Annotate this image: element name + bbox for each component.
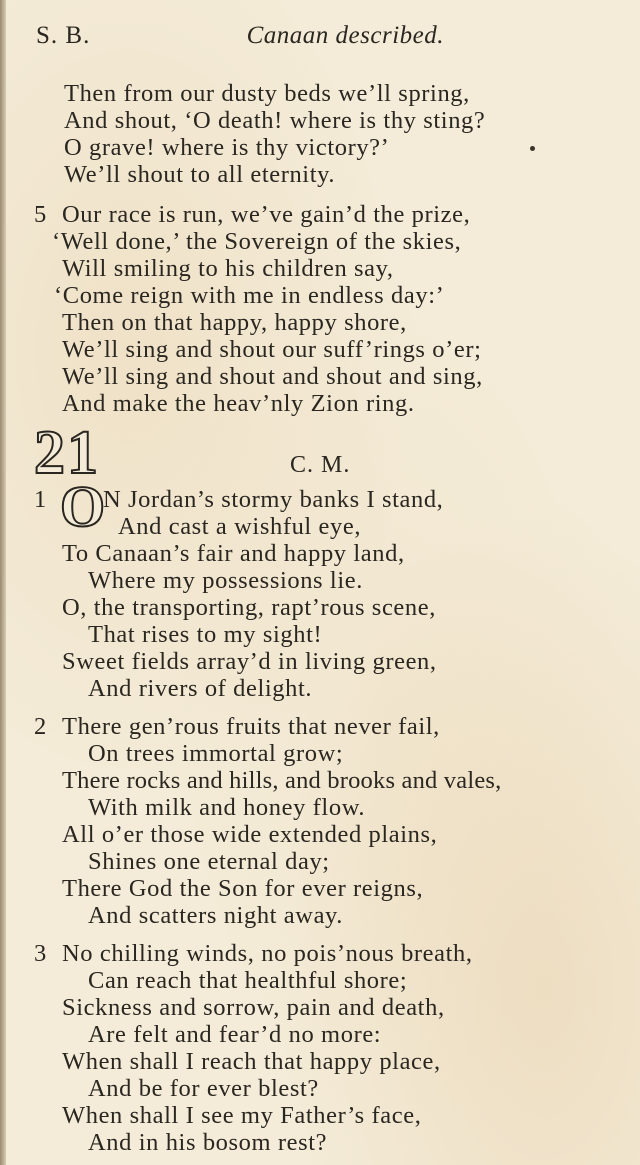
drop-cap: O (60, 474, 106, 539)
verse-line: Are felt and fear’d no more: (88, 1021, 382, 1048)
verse-line: When shall I reach that happy place, (62, 1048, 441, 1075)
verse-line: Shines one eternal day; (88, 848, 330, 875)
verse-number: 3 (34, 940, 47, 967)
verse-line: There gen’rous fruits that never fail, (62, 713, 440, 740)
running-header (36, 22, 444, 56)
verse-line: ‘Well done,’ the Sovereign of the skies, (52, 228, 462, 255)
hymn-number: 21 (34, 419, 100, 487)
verse-line: Can reach that healthful shore; (88, 967, 408, 994)
book-spine-edge (0, 0, 6, 1165)
verse-line: Will smiling to his children say, (62, 255, 394, 282)
continuation-line: We’ll shout to all eternity. (64, 161, 336, 188)
verse-line: Where my possessions lie. (88, 567, 363, 594)
verse-line: There rocks and hills, and brooks and vales, (62, 767, 502, 794)
header-title: Canaan described. (246, 22, 444, 49)
verse-line: Sweet fields array’d in living green, (62, 648, 437, 675)
verse-line: When shall I see my Father’s face, (62, 1102, 422, 1129)
verse-line: And cast a wishful eye, (118, 513, 362, 540)
verse-line: And in his bosom rest? (88, 1129, 328, 1156)
verse-line: And scatters night away. (88, 902, 344, 929)
header-initials: S. B. (36, 22, 91, 49)
verse-line: Then on that happy, happy shore, (62, 309, 407, 336)
verse-line: No chilling winds, no pois’nous breath, (62, 940, 473, 967)
verse-line: N Jordan’s stormy banks I stand, (103, 486, 444, 513)
verse-line: All o’er those wide extended plains, (62, 821, 438, 848)
verse-line: There God the Son for ever reigns, (62, 875, 424, 902)
verse-line: Our race is run, we’ve gain’d the prize, (62, 201, 471, 228)
continuation-line: And shout, ‘O death! where is thy sting? (64, 107, 486, 134)
verse-line: With milk and honey flow. (88, 794, 366, 821)
verse-line: ‘Come reign with me in endless day:’ (54, 282, 445, 309)
verse-line: And rivers of delight. (88, 675, 313, 702)
verse-line: To Canaan’s fair and happy land, (62, 540, 405, 567)
verse-number: 5 (34, 201, 47, 228)
verse-number: 1 (34, 486, 47, 513)
ink-speck (530, 146, 535, 151)
verse-number: 2 (34, 713, 47, 740)
verse-line: That rises to my sight! (88, 621, 323, 648)
verse-line: And make the heav’nly Zion ring. (62, 390, 415, 417)
verse-line: Sickness and sorrow, pain and death, (62, 994, 445, 1021)
verse-line: We’ll sing and shout our suff’rings o’er; (62, 336, 482, 363)
verse-line: O, the transporting, rapt’rous scene, (62, 594, 436, 621)
verse-line: On trees immortal grow; (88, 740, 344, 767)
continuation-line: O grave! where is thy victory?’ (64, 134, 390, 161)
verse-line: We’ll sing and shout and shout and sing, (62, 363, 483, 390)
continuation-line: Then from our dusty beds we’ll spring, (64, 80, 470, 107)
hymn-meter: C. M. (290, 452, 351, 478)
verse-line: And be for ever blest? (88, 1075, 319, 1102)
